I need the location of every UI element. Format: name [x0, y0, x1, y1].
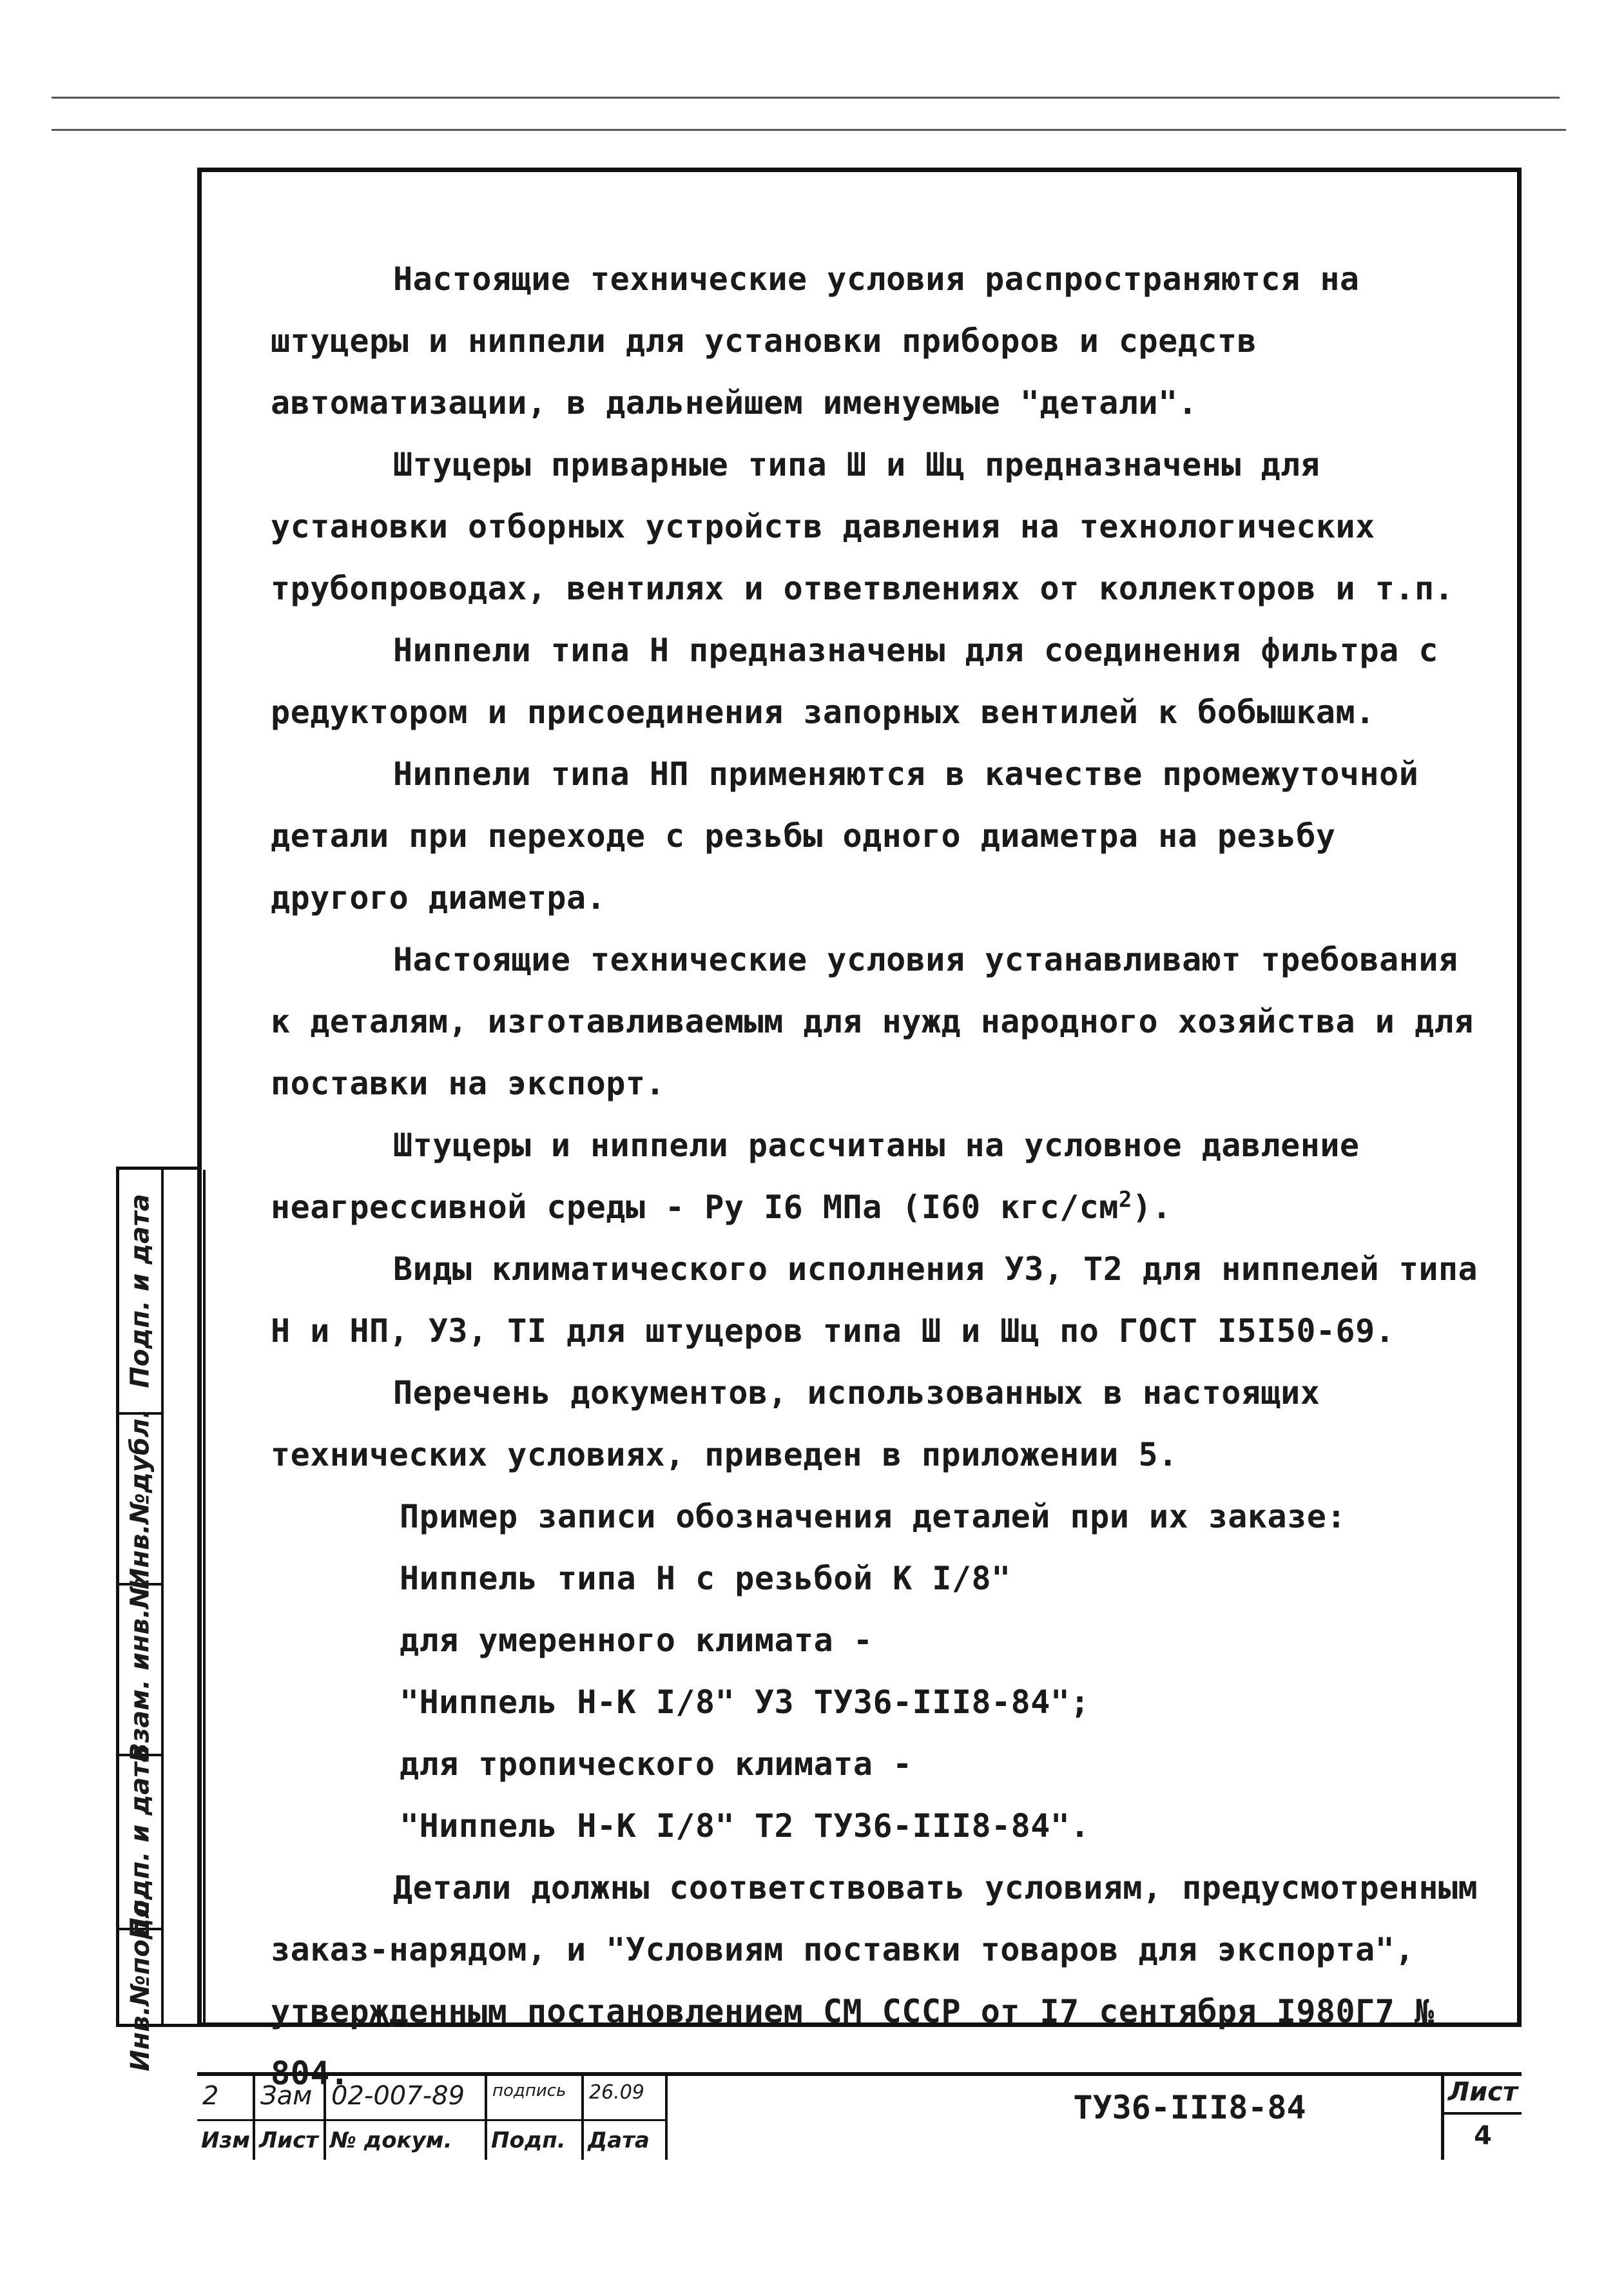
- stamp-label-izm: Изм: [197, 2121, 255, 2160]
- sidebar-cell: [119, 1170, 161, 1415]
- paragraph-nipple-h: Ниппели типа Н предназначены для соединения фильтра с редуктором и присоединения запорных вентилей к бобышкам.: [271, 632, 1438, 731]
- sidebar-cell: [119, 1889, 161, 2071]
- sidebar-label: Подп. и дата: [125, 1194, 155, 1388]
- paragraph-pressure: [271, 1114, 1482, 1238]
- sidebar-label: Взам. инв.№: [125, 1577, 155, 1762]
- sidebar-cell: [119, 1408, 161, 1589]
- paragraph-fittings: Штуцеры приварные типа Ш и Шц предназначены для установки отборных устройств давления на технологических трубопроводах, вентилях и ответвлениях от коллекторов и т.п.: [271, 446, 1455, 607]
- example-line: Ниппель типа Н с резьбой К I/8": [400, 1560, 1011, 1597]
- sidebar-column: [119, 1170, 164, 2071]
- top-rule-secondary: [52, 129, 1566, 131]
- paragraph-export: Детали должны соответствовать условиям, предусмотренным заказ-нарядом, и "Условиям поставки товаров для экспорта", утвержденным постановлением СМ СССР от I7 сентября I980Г7 № 804.: [271, 1869, 1478, 2092]
- sidebar-label: Подп. и дата: [125, 1745, 155, 1939]
- document-body: [271, 248, 1482, 2104]
- paragraph-nipple-np: Ниппели типа НП применяются в качестве промежуточной детали при переходе с резьбы одного диаметра на резьбу другого диаметра.: [271, 755, 1419, 916]
- example-line: "Ниппель Н-К I/8" У3 ТУ36-III8-84";: [400, 1683, 1090, 1721]
- stamp-label-data: Дата: [584, 2121, 668, 2160]
- example-line: для тропического климата -: [400, 1745, 913, 1783]
- sidebar-cell: [119, 1577, 161, 1762]
- stamp-cell-sheet: Зам: [255, 2076, 326, 2121]
- paragraph-requirements: Настоящие технические условия устанавливают требования к деталям, изготавливаемым для нужд народного хозяйства и для поставки на экспорт.: [271, 941, 1474, 1102]
- sidebar-label: Инв.№подл.: [125, 1889, 155, 2071]
- document-code: ТУ36-III8-84: [1073, 2089, 1306, 2126]
- stamp-cell-rev: 2: [197, 2076, 255, 2121]
- paragraph-climate: Виды климатического исполнения У3, Т2 для ниппелей типа Н и НП, У3, ТI для штуцеров типа Ш и Шц по ГОСТ I5I50-69.: [271, 1250, 1478, 1350]
- stamp-cell-date: 26.09: [584, 2076, 668, 2121]
- sidebar-label: Инв.№дубл.: [125, 1408, 155, 1589]
- example-line: Пример записи обозначения деталей при их заказе:: [400, 1498, 1346, 1535]
- stamp-cell-docnum: 02-007-89: [326, 2076, 487, 2121]
- pressure-end: ).: [1132, 1188, 1172, 1226]
- pressure-exponent: 2: [1118, 1187, 1132, 1213]
- sheet-label: Лист: [1444, 2072, 1522, 2115]
- title-block: [197, 2072, 1522, 2156]
- paragraph-scope: Настоящие технические условия распространяются на штуцеры и ниппели для установки приборов и средств автоматизации, в дальнейшем именуемые "детали".: [271, 260, 1360, 422]
- example-line: для умеренного климата -: [400, 1622, 873, 1659]
- stamp-label-list: Лист: [255, 2121, 326, 2160]
- stamp-label-podp: Подп.: [487, 2121, 584, 2160]
- example-line: "Ниппель Н-К I/8" Т2 ТУ36-III8-84".: [400, 1807, 1090, 1845]
- paragraph-documents: Перечень документов, использованных в настоящих технических условиях, приведен в приложении 5.: [271, 1374, 1320, 1473]
- sidebar-stamp: [116, 1167, 200, 2071]
- stamp-cell-signature: подпись: [487, 2076, 584, 2121]
- top-rule: [52, 97, 1560, 99]
- sheet-number: 4: [1474, 2121, 1492, 2151]
- sidebar-blank-column: [161, 1170, 206, 2024]
- stamp-label-dokum: № докум.: [326, 2121, 487, 2160]
- pressure-text: Штуцеры и ниппели рассчитаны на условное давление неагрессивной среды - Ру I6 МПа (I60 кгс/см: [271, 1127, 1360, 1226]
- sheet-box: [1441, 2072, 1522, 2160]
